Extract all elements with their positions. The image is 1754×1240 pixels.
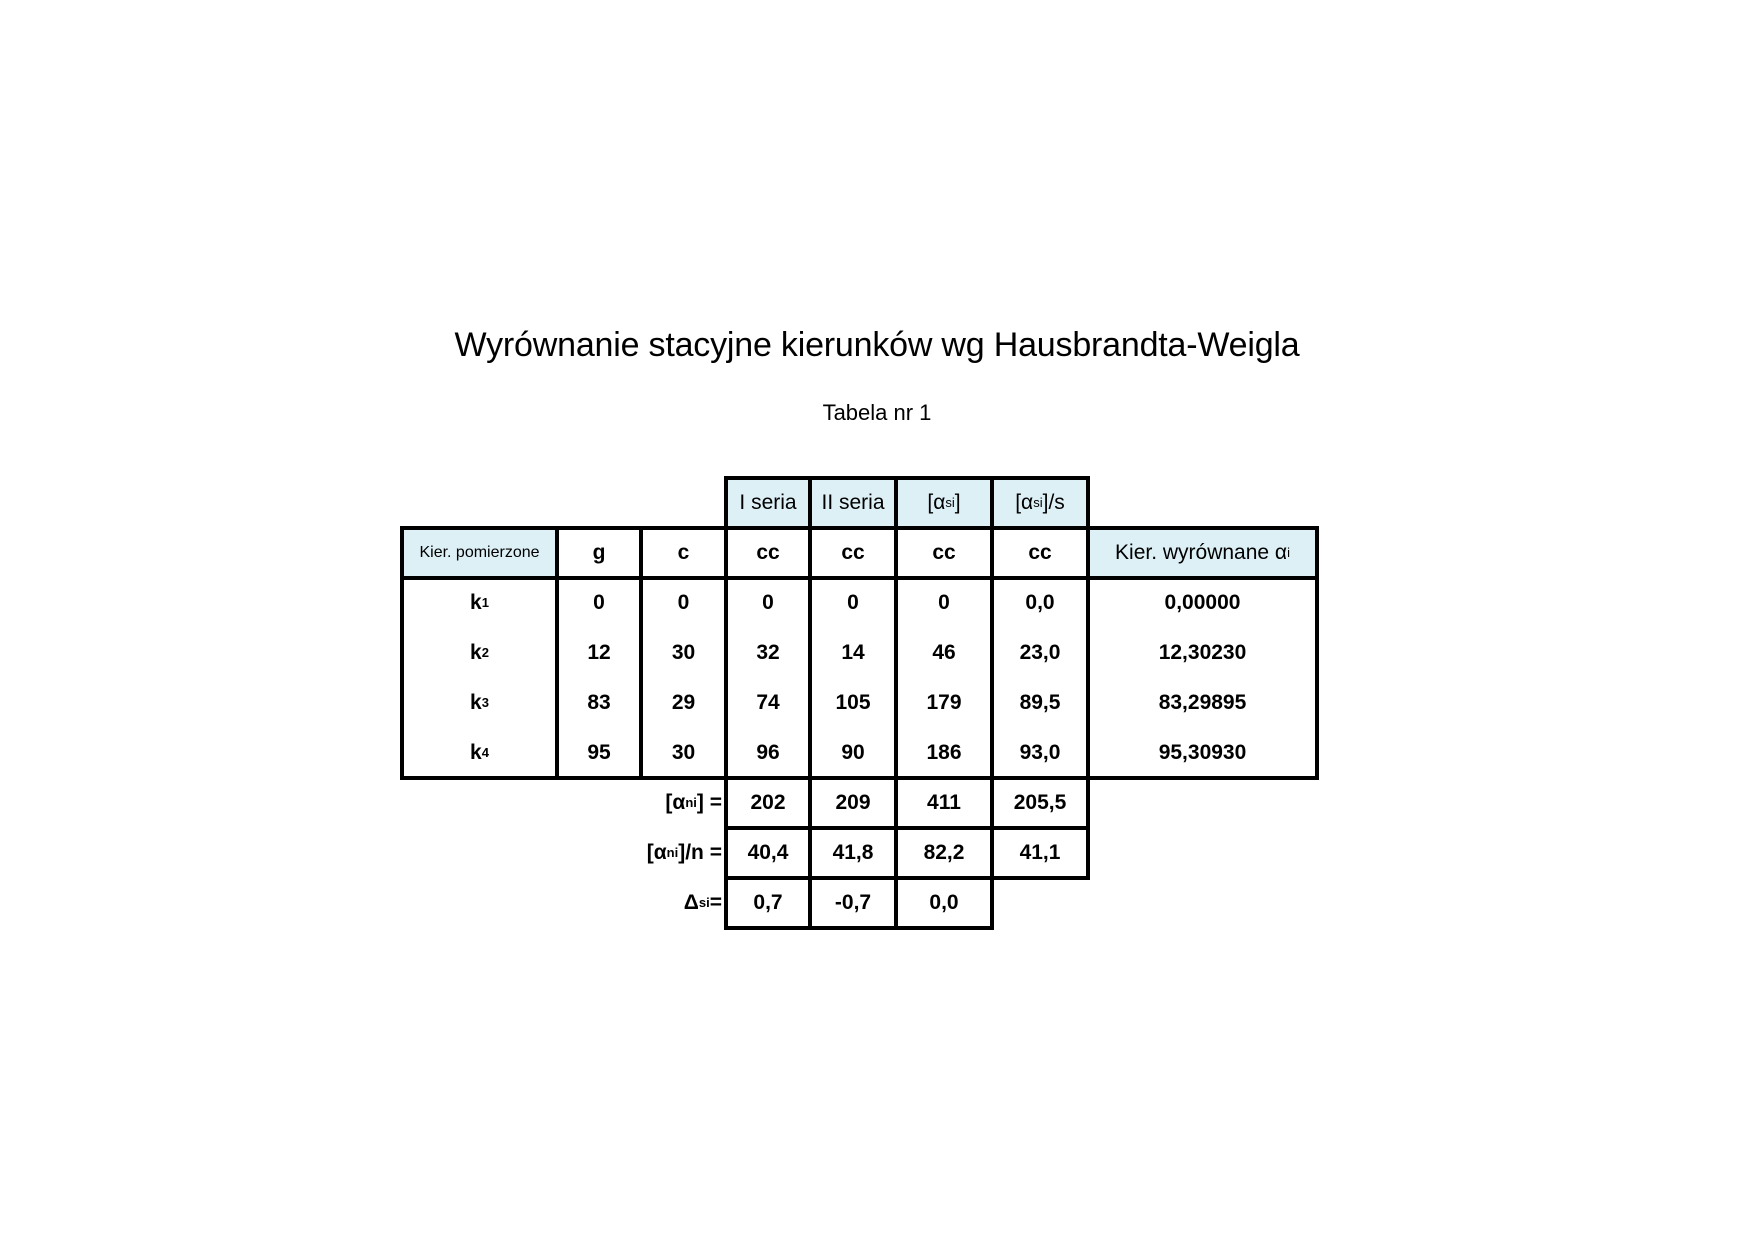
cell-series-2: 14 — [841, 641, 865, 664]
cell-adjusted: 0,00000 — [1164, 591, 1241, 614]
header-cc-1: cc — [756, 541, 780, 564]
cell-series-2: 0 — [847, 591, 859, 614]
cell-sum: 0 — [938, 591, 950, 614]
table-caption: Tabela nr 1 — [822, 400, 932, 425]
table-border — [894, 776, 898, 930]
table-border — [1086, 776, 1090, 880]
cell-adjusted: 12,30230 — [1158, 641, 1247, 664]
footer-sum-series-2: 209 — [835, 791, 871, 814]
footer-label-mean: [α ni ]/n = — [646, 841, 722, 864]
cell-series-2: 90 — [841, 741, 865, 764]
cell-adjusted: 83,29895 — [1158, 691, 1247, 714]
cell-c: 30 — [671, 641, 696, 664]
footer-mean-series-2: 41,8 — [832, 841, 874, 864]
footer-mean-total: 82,2 — [923, 841, 965, 864]
cell-series-1: 74 — [756, 691, 780, 714]
cell-mean: 23,0 — [1019, 641, 1061, 664]
table-border — [555, 526, 559, 780]
table-border — [639, 526, 643, 780]
footer-mean-mean: 41,1 — [1019, 841, 1061, 864]
table-border — [1086, 476, 1090, 530]
header-cc-4: cc — [1028, 541, 1052, 564]
cell-direction: k 1 — [470, 591, 489, 614]
table-border — [990, 526, 994, 780]
cell-direction: k 2 — [470, 641, 489, 664]
table-border — [990, 776, 994, 930]
table-border — [808, 476, 812, 530]
table-border — [808, 526, 812, 780]
table-border — [400, 576, 1319, 580]
cell-mean: 89,5 — [1019, 691, 1061, 714]
footer-label-sum: [α ni ] = — [665, 791, 722, 814]
cell-g: 95 — [587, 741, 611, 764]
page-title: Wyrównanie stacyjne kierunków wg Hausbrandta-Weigla — [454, 326, 1300, 364]
footer-label-delta: Δ si = — [683, 891, 722, 914]
cell-sum: 46 — [932, 641, 956, 664]
cell-g: 83 — [587, 691, 611, 714]
table-border — [894, 476, 898, 530]
header-kier-pomierzone: Kier. pomierzone — [402, 528, 557, 578]
cell-g: 12 — [587, 641, 611, 664]
cell-c: 30 — [671, 741, 696, 764]
cell-direction: k 3 — [470, 691, 489, 714]
adjustment-table — [402, 478, 1322, 934]
cell-series-1: 0 — [762, 591, 774, 614]
table-border — [400, 776, 1319, 780]
table-border — [724, 526, 728, 780]
footer-sum-total: 411 — [927, 791, 961, 814]
cell-series-2: 105 — [835, 691, 871, 714]
table-border — [724, 876, 1090, 880]
table-border — [724, 776, 728, 930]
cell-adjusted: 95,30930 — [1158, 741, 1247, 764]
table-border — [1315, 526, 1319, 780]
table-border — [1086, 526, 1090, 780]
footer-sum-series-1: 202 — [750, 791, 786, 814]
cell-direction: k 4 — [470, 741, 489, 764]
footer-delta-series-2: -0,7 — [834, 891, 872, 914]
footer-delta-total: 0,0 — [929, 891, 959, 914]
table-border — [400, 526, 1319, 530]
table-border — [990, 476, 994, 530]
table-border — [724, 476, 728, 530]
table-border — [894, 526, 898, 780]
cell-g: 0 — [593, 591, 605, 614]
cell-c: 29 — [671, 691, 696, 714]
table-border — [724, 826, 1090, 830]
table-border — [400, 526, 404, 780]
header-c: c — [677, 541, 690, 564]
table-border — [724, 926, 994, 930]
footer-sum-mean: 205,5 — [1013, 791, 1067, 814]
header-series-1: I seria — [726, 478, 810, 528]
cell-sum: 186 — [926, 741, 962, 764]
cell-mean: 93,0 — [1019, 741, 1061, 764]
header-series-2: II seria — [810, 478, 896, 528]
header-cc-2: cc — [841, 541, 865, 564]
header-sum: [α si ] — [896, 478, 992, 528]
header-kier-wyrownane: Kier. wyrównane α i — [1088, 528, 1317, 578]
cell-series-1: 32 — [756, 641, 780, 664]
table-border — [724, 476, 1090, 480]
cell-sum: 179 — [926, 691, 962, 714]
header-g: g — [592, 541, 606, 564]
header-mean: [α si ]/s — [992, 478, 1088, 528]
cell-series-1: 96 — [756, 741, 780, 764]
cell-mean: 0,0 — [1025, 591, 1055, 614]
footer-mean-series-1: 40,4 — [747, 841, 789, 864]
header-cc-3: cc — [932, 541, 956, 564]
footer-delta-series-1: 0,7 — [753, 891, 783, 914]
cell-c: 0 — [677, 591, 690, 614]
table-border — [808, 776, 812, 930]
